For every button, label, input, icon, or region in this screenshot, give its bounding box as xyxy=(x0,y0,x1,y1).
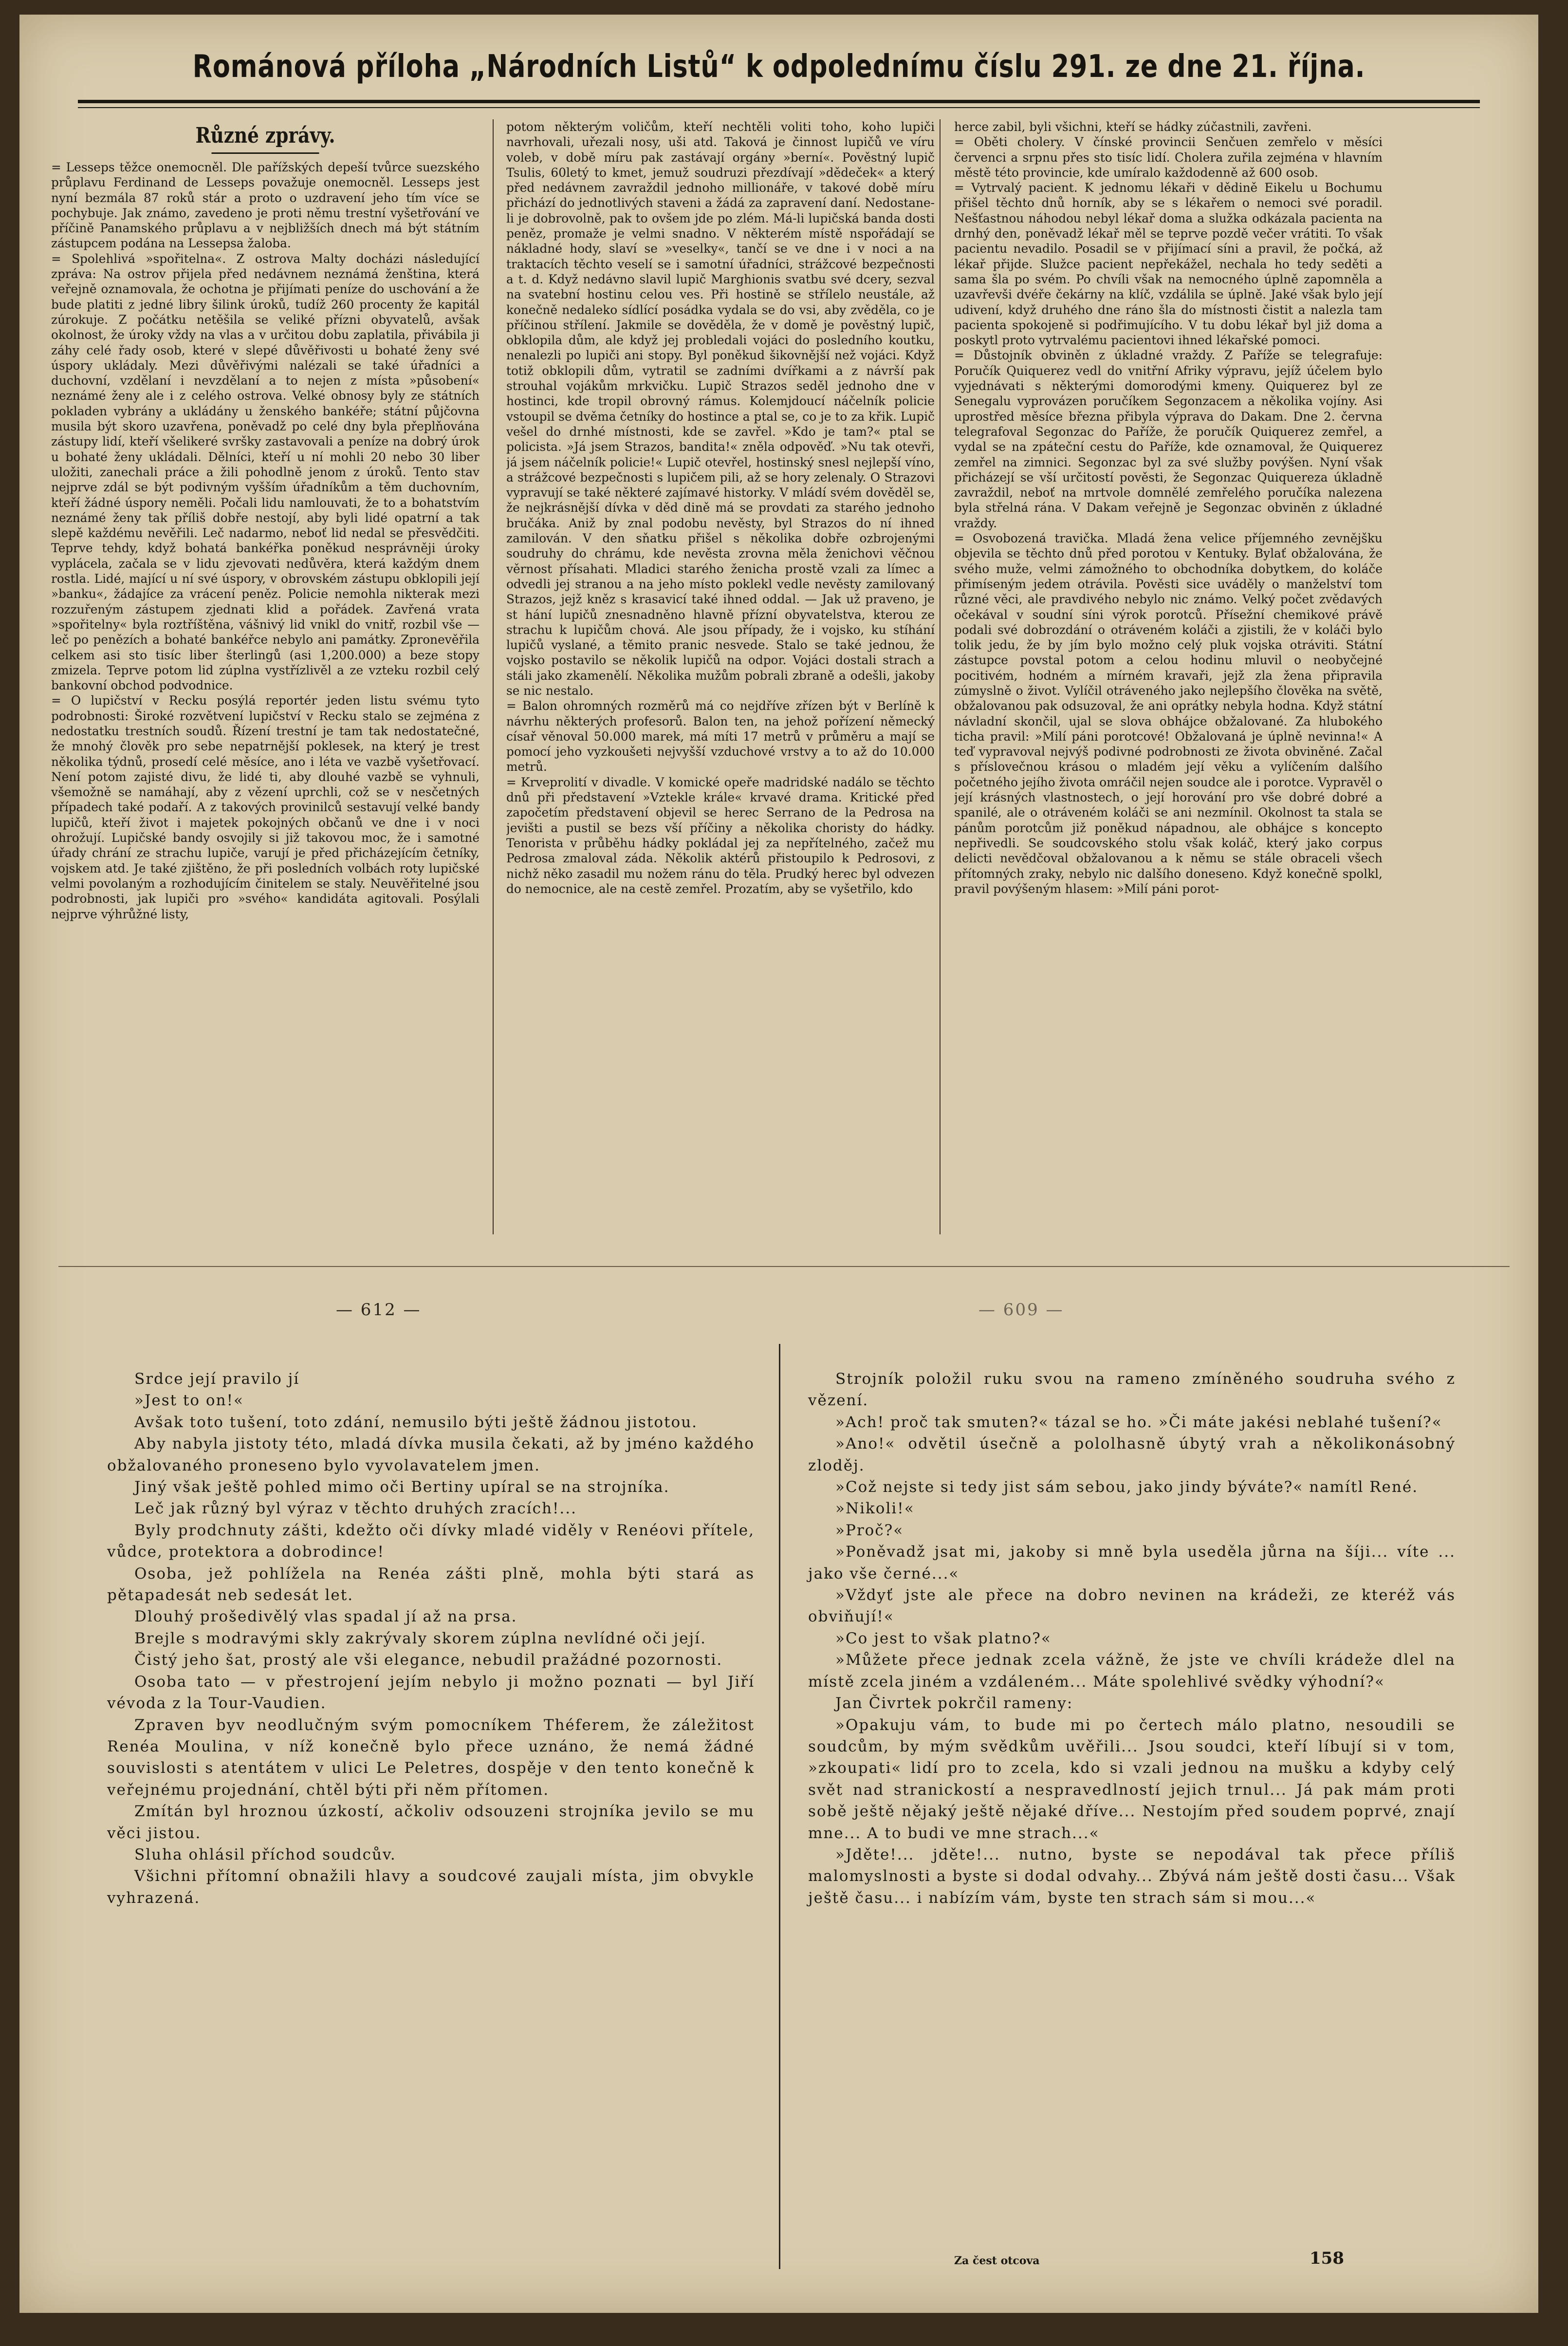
novel-paragraph: »Jděte!... jděte!... nutno, byste se nepodával tak přece příliš malomyslnosti a byste si dodal odvahy... Zbývá nám ještě dosti času... Však ještě času... i nabízím vám, byste ten strach sám si mou...« xyxy=(808,1845,1456,1907)
column-3 xyxy=(954,119,1383,1234)
article-lesseps: = Lesseps těžce onemocněl. Dle pařížských depeší tvůrce suezského průplavu Ferdinand de Lesseps považuje onemocněl. Lesseps jest nyní bezmála 87 roků stár a proto o uzdravení jeho tím více se pochybuje. Jak známo, zavedeno je proti němu trestní vyšetřování ve příčině Panamského průplavu a v nejbližších dnech má být státním zástupcem podána na Lessepsa žaloba. xyxy=(51,160,480,251)
novel-column-divider xyxy=(779,1344,780,2269)
novel-paragraph: Byly prodchnuty zášti, kdežto oči dívky mladé viděly v Renéovi přítele, vůdce, protektora a dobrodince! xyxy=(107,1521,755,1561)
novel-paragraph: »Poněvadž jsat mi, jakoby si mně byla useděla jůrna na šíji... víte ... jako vše černé...« xyxy=(808,1543,1456,1583)
novel-paragraph: Zmítán byl hroznou úzkostí, ačkoliv odsouzeni strojníka jevilo se mu věci jistou. xyxy=(107,1803,755,1842)
article-lupicstvi-cont: potom některým voličům, kteří nechtěli voliti toho, koho lupiči navrhovali, uřezali nosy, uši atd. Taková je činnost lupičů ve víru voleb, v době míru pak zastávají orgány »berní«. Pověstný lupič Tsulis, 60letý to kmet, jemuž soudruzi přezdívají »dědeček« a který před nedávnem zavraždil jednoho millionáře, v takové době míru přichází do jednotlivých staveni a žádá za zapravení daní. Nedostane-li je dobrovolně, pak to ovšem jde po zlém. Má-li lupičská banda dosti peněz, promaže je velmi snadno. V některém místě nspořádají se nákladné hody, slaví se »veselky«, tančí se ve dne i v noci a na traktacích těchto veselí se i samotní úřadníci, strážcové bezpečnosti a t. d. Když nedávno slavil lupič Marghionis svatbu své dcery, sezval na svatební hostinu celou ves. Při hostině se střílelo neustále, až konečně nedaleko sídlící posádka vydala se do vsi, aby zvěděla, co je příčinou střílení. Jakmile se dověděla, že v domě je pověstný lupič, obklopila dům, ale když jej probledali vojáci do posledního koutku, nenalezli po lupiči ani stopy. Byl poněkud šikovnější než vojáci. Když totiž obklopili dům, vytratil se zadními dvířkami a z návrší pak strouhal vojákům mrkvičku. Lupič Strazos seděl jednoho dne v hostinci, kde tropil obrovný rámus. Kolemjdoucí náčelník policie vstoupil se dvěma četníky do hostince a ptal se, co je to za křik. Lupič vešel do drnhé místnosti, kde se zavřel. »Kdo je tam?« ptal se policista. »Já jsem Strazos, bandita!« zněla odpověď. »Nu tak otevři, já jsem náčelník policie!« Lupič otevřel, hostinský snesl nejlepší víno, a strážcové bezpečnosti s lupičem pili, až se hory zelenaly. O Strazovi vypravují se také některé zajímavé historky. V mládí svém dověděl se, že nejkrásnější dívka v děd dině má se provdati za starého jednoho bručáka. Aniž by znal podobu nevěsty, byl Strazos do ní ihned zamilován. V den sňatku přišel s několika dobře ozbrojenými soudruhy do chrámu, kde nevěsta zrovna měla ženichovi věčnou věrnost přísahati. Mladici starého ženicha prostě vzali za límec a odvedli jej stranou a na jeho místo poklekl vedle nevěsty zamilovaný Strazos, jejž kněz s krasavicí také ihned oddal. — Jak už praveno, je st hání lupičů znesnadněno hlavně přízní obyvatelstva, kterou ze strachu k lupičům chová. Ale jsou případy, že i vojsko, ku stíhání lupičů vyslané, a těmito pranic nesvede. Stalo se také jednou, že vojsko postavilo se několik lupičů na odpor. Vojáci dostali strach a stáli jako zkamenělí. Několika mužům pobrali zbraně a odešli, jakoby se nic nestalo. xyxy=(506,120,935,698)
novel-paragraph: »Ach! proč tak smuten?« tázal se ho. »Či máte jakési neblahé tušení?« xyxy=(835,1413,1442,1431)
novel-paragraph: Jan Čivrtek pokrčil rameny: xyxy=(835,1694,1073,1713)
novel-paragraph: Zpraven byv neodlučným svým pomocníkem Théferem, že záležitost Renéa Moulina, v níž konečně bylo přece uznáno, že nemá žádné souvislosti s atentátem v ulici Le Peletres, dospěje v den tento konečně k veřejnému projednání, chtěl býti při něm přítomen. xyxy=(107,1716,755,1799)
article-lupicstvi: = O lupičství v Recku posýlá reportér jeden listu svému tyto podrobnosti: Široké rozvětvení lupičství v Recku stalo se zejména z nedostatku trestních soudů. Řízení trestní je tam tak nedostatečné, že mnohý člověk pro sebe nepatrnější poklesek, na který je trest několika týdnů, prosedí celé měsíce, ano i léta ve vazbě vyšetřovací. Není potom zajisté divu, že lidé ti, aby dlouhé vazbě se vyhnuli, všemožně se namáhají, aby z vězení uprchli, což se v nesčetných případech také podaří. A z takových provinilců sestavují velké bandy lupičů, kteří život i majetek pokojných občanů ve dne i v noci ohrožují. Lupičské bandy osvojily si již takovou moc, že i samotné úřady chrání ze strachu lupiče, varují je před přicházejícím četníky, vojskem atd. Je také zjištěno, že při posledních volbách roty lupičské velmi povolaným a rozhodujícím činitelem se staly. Neuvěřitelné jsou podrobnosti, jak lupiči pro »svého« kandidáta agitovali. Posýlali nejprve výhrůžné listy, xyxy=(51,693,480,921)
novel-paragraph: »Vždyť jste ale přece na dobro nevinen na krádeži, ze kteréž vás obviňují!« xyxy=(808,1586,1456,1626)
page-number-left: — 612 — xyxy=(336,1300,422,1320)
column-divider xyxy=(493,119,494,1234)
novel-paragraph: Osoba tato — v přestrojení jejím nebylo ji možno poznati — byl Jiří vévoda z la Tour-Vaudien. xyxy=(107,1673,755,1713)
folio-number: 158 xyxy=(1310,2249,1344,2268)
novel-paragraph: »Nikoli!« xyxy=(835,1500,915,1518)
novel-paragraph: Osoba, jež pohlížela na Renéa zášti plně, mohla býti stará as pětapadesát neb sedesát let. xyxy=(107,1564,755,1604)
novel-paragraph: Aby nabyla jistoty této, mladá dívka musila čekati, až by jméno každého obžalovaného proneseno bylo vyvolavatelem jmen. xyxy=(107,1435,755,1474)
novel-paragraph: Avšak toto tušení, toto zdání, nemusilo býti ještě žádnou jistotou. xyxy=(134,1413,698,1431)
article-sporitelna: = Spolehlivá »spořitelna«. Z ostrova Malty docházi následující zpráva: Na ostrov přijela před nedávnem neznámá ženština, která veřejně oznamovala, že ochotna je přijímati peníze do uschování a že bude platiti z jedné libry šilink úroků, tudíž 260 procenty že kapitál zúrokuje. Z počátku netěšila se veliké přízni obyvatelů, avšak okolnost, že úroky vždy na vlas a v určitou dobu zaplatila, přivábila ji záhy celé řady osob, které v slepé důvěřivosti u bohaté ženy své úspory ukládaly. Mezi důvěřivými nalézali se také úřadníci a duchovní, vzdělaní i nevzdělaní a to nejen z místa »působení« neznámé ženy ale i z celého ostrova. Velké obnosy byly ze státních pokladen vybrány a ukládány u ženského bankéře; státní půjčovna musila být skoro uzavřena, poněvadž po celé dny byla přeplňována zástupy lidí, kteří všelikeré svršky zastavovali a peníze na dobrý úrok u bohaté ženy ukládali. Dělníci, kteří u ní mohli 20 nebo 30 liber uložiti, zanechali práce a žili pohodlně jenom z úroků. Tento stav nejprve zdál se být podivným vyšším úřadníkům a těm duchovním, kteří žádné úspory neměli. Počali lidu namlouvati, že to a bohatstvím neznámé ženy tak příliš dobře nestojí, aby byli lidé opatrní a tak slepě každému nevěřili. Leč nadarmo, neboť lid nedal se přesvědčiti. Teprve tehdy, když bohatá bankéřka poněkud nesprávněji úroky vyplácela, začala se v lidu zjevovati nedůvěra, která každým dnem rostla. Lidé, mající u ní své úspory, v obrovském zástupu obklopili její »banku«, žádajíce za vrácení peněz. Policie nemohla nikterak mezi rozzuřeným zástupem zjednati klid a pořádek. Zavřená vrata »spořitelny« byla roztříštěna, vášnivý lid vnikl do vnitř, rozbil vše — leč po penězích a bohaté bankéřce nebylo ani památky. Zpronevěřila celkem asi sto tisíc liber šterlingů (asi 1,200.000) a beze stopy zmizela. Teprve potom lid zúplna vystřízlivěl a ze vzteku rozbil celý bankovní obchod podvodnice. xyxy=(51,251,480,693)
article-cholera: = Oběti cholery. V čínské provincii Senčuen zemřelo v měsíci červenci a srpnu přes sto tisíc lidí. Cholera zuřila zejména v hlavním městě této provincie, kde umíralo každodenně až 600 osob. xyxy=(954,135,1383,180)
novel-paragraph: Srdce její pravilo jí xyxy=(134,1370,300,1388)
novel-paragraph: Brejle s modravými skly zakrývaly skorem zúplna nevlídné oči její. xyxy=(134,1629,706,1647)
article-pacient: = Vytrvalý pacient. K jednomu lékaři v dědině Eikelu u Bochumu přišel těchto dnů horník, aby se s lékařem o nemoci své poradil. Nešťastnou náhodou nebyl lékař doma a služka odkázala pacienta na drnhý den, poněvadž lékař měl se teprve pozdě večer vrátiti. To však pacientu nevadilo. Posadil se v přijímací síni a pravil, že počká, až lékař přijde. Služce pacient nepřekážel, nechala ho tedy seděti a sama šla po svém. Po chvíli však na nemocného úplně zapomněla a uzavřevši dvéře čekárny na klíč, vzdálila se úplně. Jaké však bylo její udivení, když druhého dne ráno šla do místnosti čistit a nalezla tam pacienta spokojeně si podřimujícího. V tu dobu lékař byl již doma a poskytl proto vytrvalému pacientovi ihned lékařské pomoci. xyxy=(954,181,1383,348)
novel-paragraph: Jiný však ještě pohled mimo oči Bertiny upíral se na strojníka. xyxy=(134,1478,670,1496)
section-divider xyxy=(58,1266,1510,1267)
column-1 xyxy=(51,119,480,1234)
footer-note: Za čest otcova xyxy=(954,2254,1040,2267)
page-number-right: — 609 — xyxy=(978,1300,1064,1320)
masthead: Románová příloha „Národních Listů“ k odpolednímu číslu 291. ze dne 21. října. xyxy=(192,49,1365,85)
masthead-rule-thin xyxy=(78,107,1480,108)
column-2 xyxy=(506,119,935,1234)
novel-paragraph: Sluha ohlásil příchod soudcův. xyxy=(134,1845,396,1863)
novel-column-right xyxy=(808,1368,1456,1909)
article-travicka: = Osvobozená travička. Mladá žena velice příjemného zevnějšku objevila se těchto dnů před porotou v Kentuky. Bylať obžalována, že svého muže, velmi zámožného to obchodníka dobytkem, do koláče přimíseným jedem otrávila. Pověsti sice uváděly o manželství tom různé věci, ale pravdivého nebylo nic známo. Velký počet zvědavých očekával v soudní síni výrok porotců. Přísežní chemikové právě podali své dobrozdání o otráveném koláči a zjistili, že v koláči bylo tolik jedu, že by jím bylo možno celý pluk vojska otráviti. Státní zástupce povstal potom a celou hodinu mluvil o neobyčejné pocitivém, hodném a mírném kravaři, jejž zla žena připravila zúmyslně o život. Vylíčil otráveného jako nejlepšího člověka na světě, obžalovanou pak odsuzoval, že ani oprátky nebyla hodna. Když státní návladní skončil, ujal se slova obhájce obžalované. Za hlubokého ticha pravil: »Milí páni porotcové! Obžalovaná je úplně nevinna!« A teď vypravoval nejvýš podivné podrobnosti ze života obviněné. Začal s příslovečnou krásou o mladém její věku a vylíčením dalšího početného jejího života omráčil nejen soudce ale i porotce. Vypravěl o její krásných vlastnostech, o její horování pro vše dobré dobré a spanilé, ale o otráveném koláči se ani nezmínil. Okolnost ta stala se pánům porotcům již poněkud nápadnou, ale obhájce s koncepto nepřivedli. Se soudcovského stolu však koláč, který jako corpus delicti nevědčoval obžalovanou a k němu se stále obraceli všech přítomných zraky, nebylo nic dalšího doneseno. Když konečně spolkl, pravil povýšeným hlasem: »Milí páni porot- xyxy=(954,531,1383,896)
article-krveproliti: = Krveprolití v divadle. V komické opeře madridské nadálo se těchto dnů při představení »Vztekle krále« krvavé drama. Kritické před započetím představení objevil se herec Serrano de la Pedrosa na jevišti a pustil se bezs vší příčiny a několika choristy do hádky. Tenorista v průběhu hádky pokládal jej za nepřítelného, začež mu Pedrosa zmaloval záda. Několik aktérů přistoupilo k Pedrosovi, z nichž něko zasadil mu nožem ránu do těla. Prudký herec byl odvezen do nemocnice, ale na cestě zemřel. Prozatím, aby se vyšetřilo, kdo xyxy=(506,775,935,896)
novel-paragraph: »Jest to on!« xyxy=(134,1392,244,1410)
novel-column-left xyxy=(107,1368,755,1909)
novel-paragraph: »Můžete přece jednak zcela vážně, že jste ve chvíli krádeže dlel na místě zcela jiném a vzdáleném... Máte spolehlivé svědky výhodní?« xyxy=(808,1651,1456,1691)
novel-paragraph: »Co jest to však platno?« xyxy=(835,1629,1051,1647)
novel-paragraph: »Proč?« xyxy=(835,1521,904,1539)
novel-paragraph: »Což nejste si tedy jist sám sebou, jako jindy býváte?« namítl René. xyxy=(835,1478,1419,1496)
masthead-rule xyxy=(78,100,1480,103)
section-title: Různé zprávy. xyxy=(83,121,447,154)
novel-paragraph: Čistý jeho šat, prostý ale vši elegance, nebudil pražádné pozornosti. xyxy=(134,1651,723,1669)
article-balon: = Balon ohromných rozměrů má co nejdříve zřízen být v Berlíně k návrhu některých profesorů. Balon ten, na jehož pořízení německý císař věnoval 50.000 marek, má míti 17 metrů v průměru a mají se pomocí jeho vyzkoušeti nejvyšší vzduchové vrstvy a to až do 10.000 metrů. xyxy=(506,699,935,774)
novel-paragraph: Leč jak různý byl výraz v těchto druhých zracích!... xyxy=(134,1500,577,1518)
novel-paragraph: »Ano!« odvětil úsečně a pololhasně úbytý vrah a několikonásobný zloděj. xyxy=(808,1435,1456,1474)
novel-paragraph: »Opakuju vám, to bude mi po čertech málo platno, nesoudili se soudcům, by mým svědkům uvěřili... Jsou soudci, kteří líbují si v tom, »zkoupati« lidí pro to zcela, kdo si vzali jednou na mušku a kdyby celý svět nad stranickostí a nespravedlností jejich trnul... Já pak mám proti sobě ještě nějaký ještě nějaké dříve... Nestojím před soudem poprvé, znají mne... A to budi ve mne strach...« xyxy=(808,1716,1456,1842)
article-dustojnik: = Důstojník obviněn z úkladné vraždy. Z Paříže se telegrafuje: Poručík Quiquerez vedl do vnitřní Afriky výpravu, jejíž účelem bylo vyjednávati s některými domorodými kmeny. Quiquerez byl ze Senegalu vyprovázen poručíkem Segonzacem a několika vojíny. Asi uprostřed měsíce března přibyla výprava do Dakam. Dne 2. června telegrafoval Segonzac do Paříže, že poručík Quiquerez zemřel, a vydal se na zpáteční cestu do Paříže, kde oznamoval, že Quiquerez zemřel na zimnici. Segonzac byl za své služby povýšen. Nyní však přicházejí se vší určitostí pověsti, že Segonzac Quiquereza úkladně zavraždil, neboť na mrtvole domnělé zemřelého poručíka nalezena byla střelná rána. V Dakam veřejně je Segonzac obviněn z úkladné vraždy. xyxy=(954,348,1383,530)
novel-paragraph: Dlouhý prošedivělý vlas spadal jí až na prsa. xyxy=(134,1608,517,1626)
column-divider xyxy=(940,119,941,1234)
article-krveproliti-cont: herce zabil, byli všichni, kteří se hádky zúčastnili, zavřeni. xyxy=(954,120,1312,134)
novel-paragraph: Všichni přítomní obnažili hlavy a soudcové zaujali místa, jim obvykle vyhrazená. xyxy=(107,1867,755,1907)
novel-paragraph: Strojník položil ruku svou na rameno zmíněného soudruha svého z vězení. xyxy=(808,1370,1456,1410)
